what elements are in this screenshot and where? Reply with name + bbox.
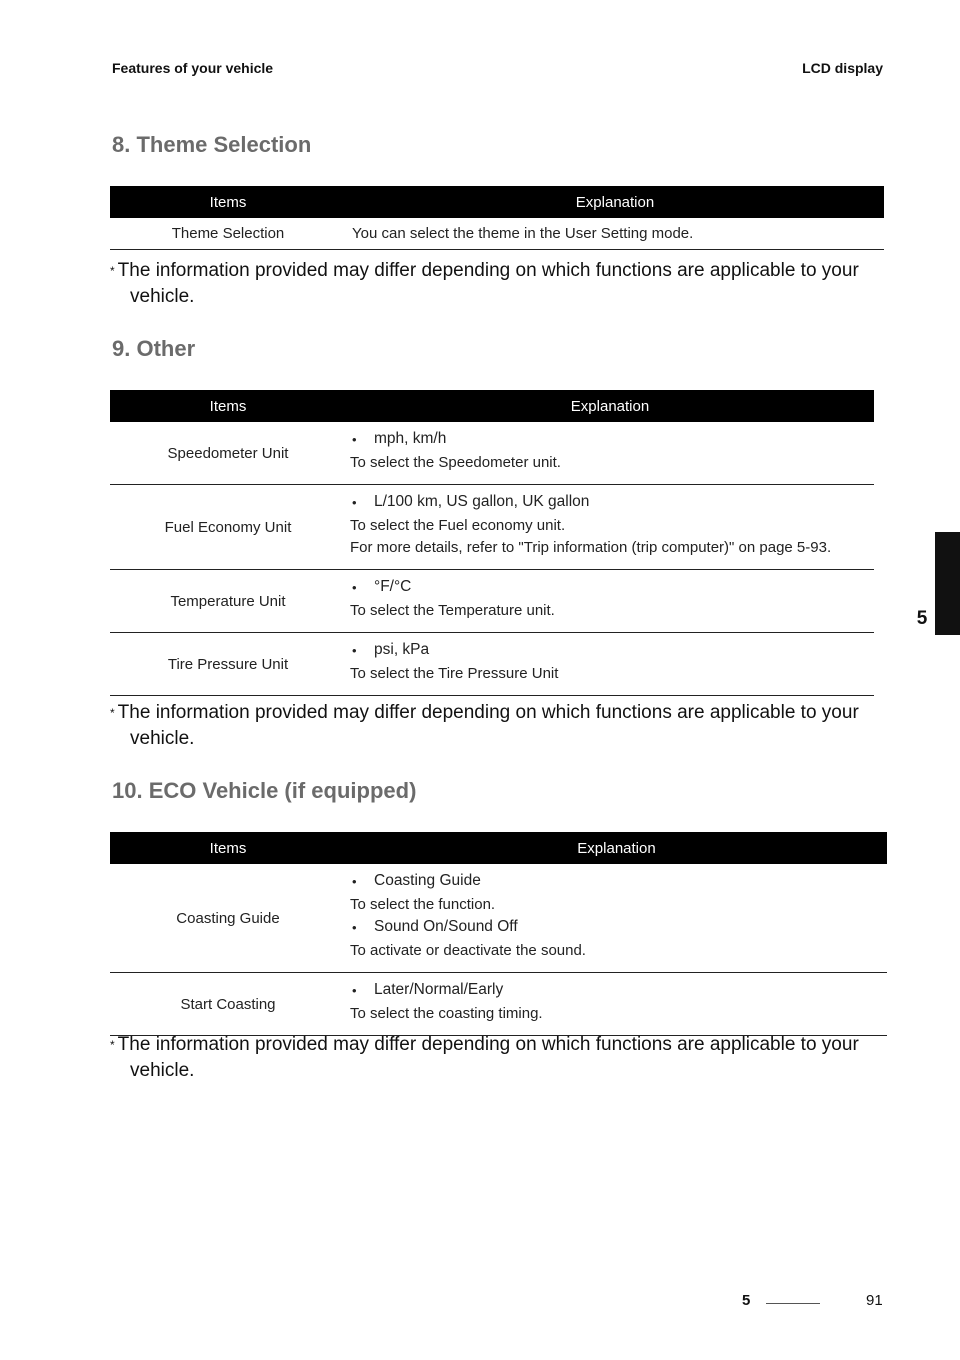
column-header-explanation: Explanation xyxy=(346,832,887,864)
footer-divider xyxy=(766,1303,820,1304)
bullet-item: • °F/°C xyxy=(352,578,412,595)
column-header-explanation: Explanation xyxy=(346,390,874,422)
header-topic: LCD display xyxy=(802,60,883,76)
row-description: To select the coasting timing. xyxy=(350,1005,543,1022)
row-item: Start Coasting xyxy=(110,973,346,1036)
eco-table xyxy=(110,832,887,1036)
row-item: Fuel Economy Unit xyxy=(110,485,346,570)
row-explanation xyxy=(346,422,874,485)
footnote-mark: * xyxy=(110,264,115,278)
theme-table xyxy=(110,186,884,250)
footnote: * The information provided may differ depending on which functions are applicable to your vehicle. xyxy=(110,260,859,307)
chapter-tab xyxy=(935,532,960,635)
bullet-item: • Coasting Guide xyxy=(352,872,481,889)
chapter-tab-number: 5 xyxy=(916,608,928,629)
row-item: Theme Selection xyxy=(110,218,346,250)
table-row xyxy=(110,422,874,485)
bullet-item: • Sound On/Sound Off xyxy=(352,918,518,935)
other-table xyxy=(110,390,874,696)
table-row xyxy=(110,864,887,973)
column-header-explanation: Explanation xyxy=(346,186,884,218)
row-item: Temperature Unit xyxy=(110,570,346,633)
column-header-items: Items xyxy=(110,186,346,218)
page-number: 91 xyxy=(866,1292,883,1309)
column-header-items: Items xyxy=(110,832,346,864)
bullet-item: • mph, km/h xyxy=(352,430,447,447)
table-row xyxy=(110,218,884,250)
bullet-item: • L/100 km, US gallon, UK gallon xyxy=(352,493,590,510)
table-row xyxy=(110,485,874,570)
footer-chapter-number: 5 xyxy=(742,1292,751,1309)
section-title-theme: 8. Theme Selection xyxy=(112,132,312,157)
row-item: Speedometer Unit xyxy=(110,422,346,485)
bullet-item: • Later/Normal/Early xyxy=(352,981,504,998)
row-description: To select the Temperature unit. xyxy=(350,602,555,619)
row-description: For more details, refer to "Trip information (trip computer)" on page 5-93. xyxy=(350,539,832,556)
row-explanation xyxy=(346,633,874,696)
row-description: To select the Fuel economy unit. xyxy=(350,517,566,534)
row-description: To select the Tire Pressure Unit xyxy=(350,665,559,682)
row-description: To select the Speedometer unit. xyxy=(350,454,561,471)
footnote-mark: * xyxy=(110,1038,115,1052)
row-explanation xyxy=(346,864,887,973)
row-description: To select the function. xyxy=(350,896,496,913)
table-row xyxy=(110,633,874,696)
section-title-other: 9. Other xyxy=(112,336,196,361)
row-explanation: You can select the theme in the User Setting mode. xyxy=(346,218,884,250)
column-header-items: Items xyxy=(110,390,346,422)
row-explanation xyxy=(346,973,887,1036)
row-description: To activate or deactivate the sound. xyxy=(350,942,586,959)
footnote: * The information provided may differ depending on which functions are applicable to your vehicle. xyxy=(110,702,859,749)
row-explanation xyxy=(346,485,874,570)
row-item: Tire Pressure Unit xyxy=(110,633,346,696)
table-row xyxy=(110,973,887,1036)
footnote-mark: * xyxy=(110,706,115,720)
row-explanation xyxy=(346,570,874,633)
footnote: * The information provided may differ depending on which functions are applicable to your vehicle. xyxy=(110,1034,859,1081)
bullet-item: • psi, kPa xyxy=(352,641,430,658)
section-title-eco-vehicle: 10. ECO Vehicle (if equipped) xyxy=(112,778,417,803)
row-item: Coasting Guide xyxy=(110,864,346,973)
header-section-title: Features of your vehicle xyxy=(112,60,274,76)
table-row xyxy=(110,570,874,633)
